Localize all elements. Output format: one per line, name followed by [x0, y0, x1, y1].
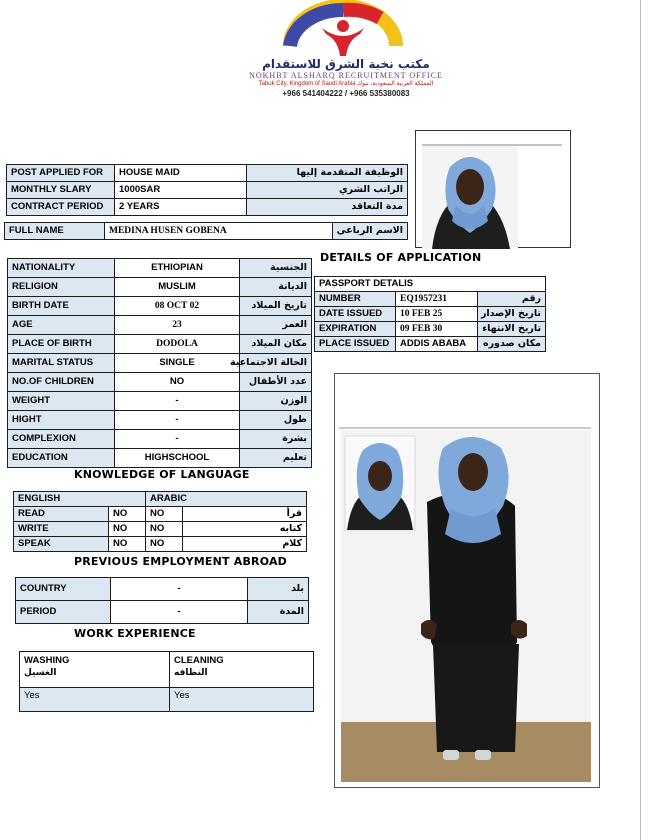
place-of-birth-value: DODOLA — [115, 335, 240, 354]
contract-label: CONTRACT PERIOD — [7, 199, 115, 216]
office-name-english: NOKHBT ALSHARQ RECRUITMENT OFFICE — [249, 71, 443, 80]
speak-english: NO — [109, 537, 146, 552]
height-label-ar: طول — [240, 411, 312, 430]
previous-employment-heading: PREVIOUS EMPLOYMENT ABROAD — [74, 555, 288, 568]
post-value: HOUSE MAID — [115, 165, 247, 182]
face-photo — [422, 145, 518, 249]
cleaning-header — [170, 652, 314, 688]
period-label: PERIOD — [16, 601, 111, 624]
write-label-ar: كتابه — [183, 522, 307, 537]
work-experience-table — [19, 651, 314, 712]
contract-value: 2 YEARS — [115, 199, 247, 216]
write-english: NO — [109, 522, 146, 537]
complexion-value: - — [115, 430, 240, 449]
post-table — [6, 164, 408, 216]
marital-status-label: MARITAL STATUS — [8, 354, 115, 373]
salary-label: MONTHLY SLARY — [7, 182, 115, 199]
speak-label: SPEAK — [14, 537, 109, 552]
height-label: HIGHT — [8, 411, 115, 430]
children-label-ar: عدد الأطفال — [240, 373, 312, 392]
weight-label-ar: الوزن — [240, 392, 312, 411]
date-issued-value: 10 FEB 25 — [396, 307, 478, 322]
washing-label: WASHING — [24, 655, 70, 666]
passport-title: PASSPORT DETALIS — [315, 277, 546, 292]
personal-details-table — [7, 258, 312, 468]
nationality-value: ETHIOPIAN — [115, 259, 240, 278]
marital-status-value: SINGLE — [115, 354, 240, 373]
date-issued-label-ar: تاريخ الإصدار — [478, 307, 546, 322]
country-value: - — [111, 578, 248, 601]
age-value: 23 — [115, 316, 240, 335]
age-label: AGE — [8, 316, 115, 335]
nationality-label-ar: الجنسية — [240, 259, 312, 278]
passport-number-label-ar: رقم — [478, 292, 546, 307]
country-label-ar: بلد — [248, 578, 309, 601]
read-english: NO — [109, 507, 146, 522]
contract-label-ar: مدة التعاقد — [247, 199, 408, 216]
children-value: NO — [115, 373, 240, 392]
salary-value: 1000SAR — [115, 182, 247, 199]
read-label: READ — [14, 507, 109, 522]
birth-date-label-ar: تاريخ الميلاد — [240, 297, 312, 316]
education-label-ar: تعليم — [240, 449, 312, 468]
place-of-birth-label: PLACE OF BIRTH — [8, 335, 115, 354]
religion-value: MUSLIM — [115, 278, 240, 297]
age-label-ar: العمر — [240, 316, 312, 335]
english-column-header: ENGLISH — [14, 492, 146, 507]
education-label: EDUCATION — [8, 449, 115, 468]
passport-number-value: EQ1957231 — [396, 292, 478, 307]
speak-arabic: NO — [146, 537, 183, 552]
religion-label: RELIGION — [8, 278, 115, 297]
details-heading: DETAILS OF APPLICATION — [320, 251, 482, 264]
date-issued-label: DATE ISSUED — [315, 307, 396, 322]
nationality-label: NATIONALITY — [8, 259, 115, 278]
office-logo — [270, 4, 416, 62]
language-heading: KNOWLEDGE OF LANGUAGE — [74, 468, 250, 481]
passport-table — [314, 276, 546, 352]
place-issued-label-ar: مكان صدوره — [478, 337, 546, 352]
write-arabic: NO — [146, 522, 183, 537]
place-of-birth-label-ar: مكان الميلاد — [240, 335, 312, 354]
expiration-label: EXPIRATION — [315, 322, 396, 337]
cleaning-label: CLEANING — [174, 655, 224, 666]
post-label: POST APPLIED FOR — [7, 165, 115, 182]
salary-label-ar: الراتب الشري — [247, 182, 408, 199]
place-issued-value: ADDIS ABABA — [396, 337, 478, 352]
religion-label-ar: الديانة — [240, 278, 312, 297]
full-name-label-ar: الاسم الرباعي — [333, 223, 408, 240]
place-issued-label: PLACE ISSUED — [315, 337, 396, 352]
education-value: HIGHSCHOOL — [115, 449, 240, 468]
weight-value: - — [115, 392, 240, 411]
full-body-photo-frame — [334, 373, 600, 788]
expiration-label-ar: تاريخ الانتهاء — [478, 322, 546, 337]
post-label-ar: الوظيفة المتقدمة إليها — [247, 165, 408, 182]
read-arabic: NO — [146, 507, 183, 522]
country-label: COUNTRY — [16, 578, 111, 601]
full-body-photo — [335, 374, 599, 787]
office-phones: +966 541404222 / +966 535380083 — [282, 89, 410, 98]
passport-number-label: NUMBER — [315, 292, 396, 307]
period-label-ar: المدة — [248, 601, 309, 624]
complexion-label-ar: بشرة — [240, 430, 312, 449]
work-experience-heading: WORK EXPERIENCE — [74, 627, 196, 640]
cleaning-label-ar: النظافه — [174, 668, 208, 678]
full-name-table — [4, 222, 408, 240]
full-name-label: FULL NAME — [5, 223, 105, 240]
office-address: Tabuk City, Kingdom of Saudi Arabia المملكة العربية السعودية، تبوك — [258, 81, 434, 87]
height-value: - — [115, 411, 240, 430]
previous-employment-table — [15, 577, 309, 624]
full-name-value: MEDINA HUSEN GOBENA — [105, 223, 333, 240]
washing-value: Yes — [20, 688, 170, 712]
birth-date-label: BIRTH DATE — [8, 297, 115, 316]
face-photo-frame — [415, 130, 571, 248]
read-label-ar: قرأ — [183, 507, 307, 522]
period-value: - — [111, 601, 248, 624]
write-label: WRITE — [14, 522, 109, 537]
speak-label-ar: كلام — [183, 537, 307, 552]
weight-label: WEIGHT — [8, 392, 115, 411]
children-label: NO.OF CHILDREN — [8, 373, 115, 392]
washing-label-ar: الغسيل — [24, 668, 57, 678]
language-table — [13, 491, 307, 552]
cleaning-value: Yes — [170, 688, 314, 712]
expiration-value: 09 FEB 30 — [396, 322, 478, 337]
complexion-label: COMPLEXION — [8, 430, 115, 449]
marital-status-label-ar: الحالة الاجتماعية — [240, 354, 312, 373]
arabic-column-header: ARABIC — [146, 492, 307, 507]
birth-date-value: 08 OCT 02 — [115, 297, 240, 316]
washing-header — [20, 652, 170, 688]
office-name-arabic: مكتب نخبة الشرق للاستقدام — [262, 57, 430, 71]
